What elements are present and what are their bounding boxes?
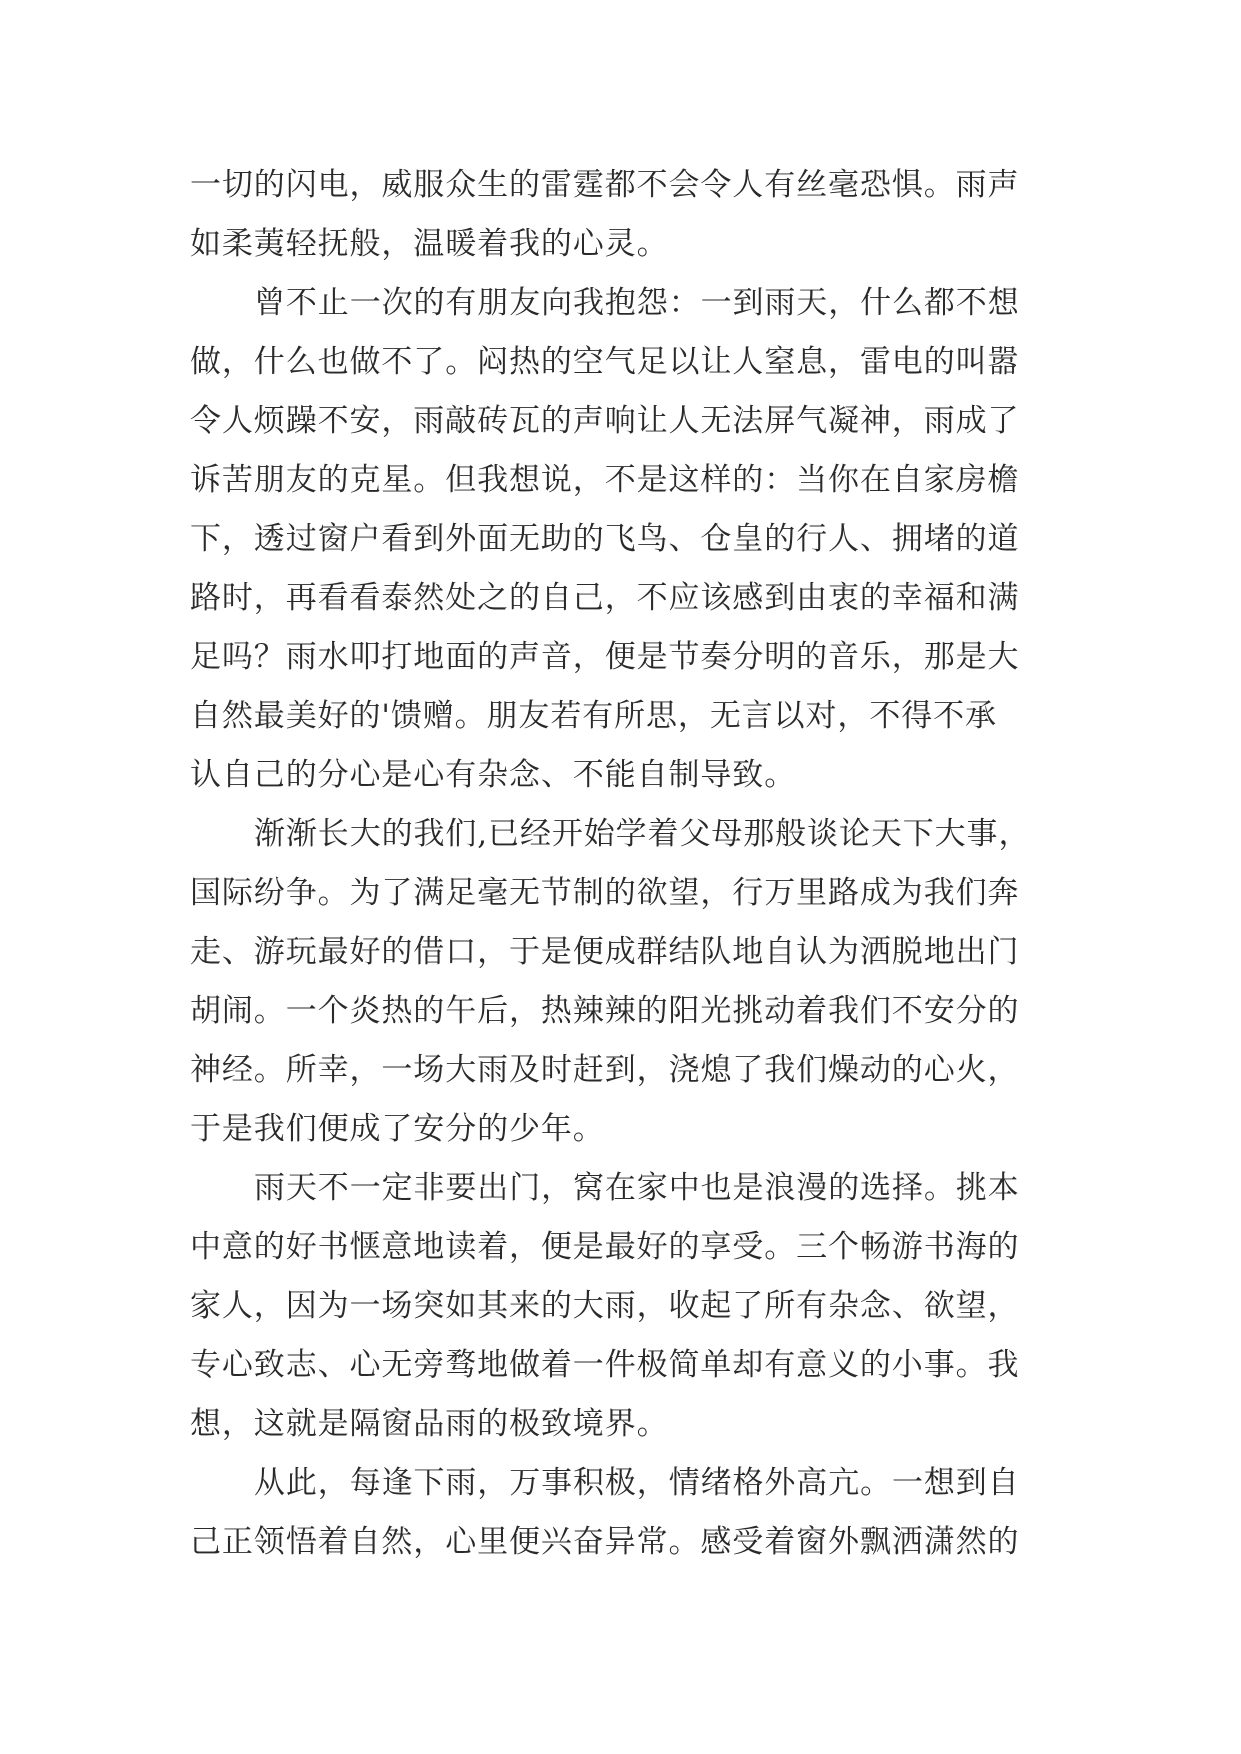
paragraph-first-line: 渐渐长大的我们,已经开始学着父母那般谈论天下大事，	[254, 816, 1031, 852]
text-line: 于是我们便成了安分的少年。	[190, 1111, 605, 1147]
text-line: 想，这就是隔窗品雨的极致境界。	[190, 1406, 669, 1442]
text-line: 做，什么也做不了。闷热的空气足以让人窒息，雷电的叫嚣	[190, 344, 1020, 380]
paragraph-first-line: 曾不止一次的有朋友向我抱怨：一到雨天，什么都不想	[254, 285, 1020, 321]
text-line: 足吗？雨水叩打地面的声音，便是节奏分明的音乐，那是大	[190, 639, 1020, 675]
text-line: 如柔荑轻抚般，温暖着我的心灵。	[190, 226, 669, 262]
text-line: 专心致志、心无旁骛地做着一件极简单却有意义的小事。我	[190, 1347, 1020, 1383]
document-page	[190, 156, 1070, 1572]
text-line: 国际纷争。为了满足毫无节制的欲望，行万里路成为我们奔	[190, 875, 1020, 911]
text-line: 令人烦躁不安，雨敲砖瓦的声响让人无法屏气凝神，雨成了	[190, 403, 1020, 439]
text-line: 认自己的分心是心有杂念、不能自制导致。	[190, 757, 797, 793]
paragraph-first-line: 从此，每逢下雨，万事积极，情绪格外高亢。一想到自	[254, 1465, 1020, 1501]
text-line: 胡闹。一个炎热的午后，热辣辣的阳光挑动着我们不安分的	[190, 993, 1020, 1029]
paragraph-first-line: 雨天不一定非要出门，窝在家中也是浪漫的选择。挑本	[254, 1170, 1020, 1206]
text-line: 中意的好书惬意地读着，便是最好的享受。三个畅游书海的	[190, 1229, 1020, 1265]
text-line: 下，透过窗户看到外面无助的飞鸟、仓皇的行人、拥堵的道	[190, 521, 1020, 557]
text-line: 走、游玩最好的借口，于是便成群结队地自认为洒脱地出门	[190, 934, 1020, 970]
text-line: 诉苦朋友的克星。但我想说，不是这样的：当你在自家房檐	[190, 462, 1020, 498]
text-line: 家人，因为一场突如其来的大雨，收起了所有杂念、欲望，	[190, 1288, 1020, 1324]
text-line: 己正领悟着自然，心里便兴奋异常。感受着窗外飘洒潇然的	[190, 1524, 1020, 1560]
text-line: 一切的闪电，威服众生的雷霆都不会令人有丝毫恐惧。雨声	[190, 167, 1020, 203]
text-line: 神经。所幸，一场大雨及时赶到，浇熄了我们燥动的心火，	[190, 1052, 1020, 1088]
text-line: 自然最美好的'馈赠。朋友若有所思，无言以对，不得不承	[190, 698, 997, 734]
text-line: 路时，再看看泰然处之的自己，不应该感到由衷的幸福和满	[190, 580, 1020, 616]
